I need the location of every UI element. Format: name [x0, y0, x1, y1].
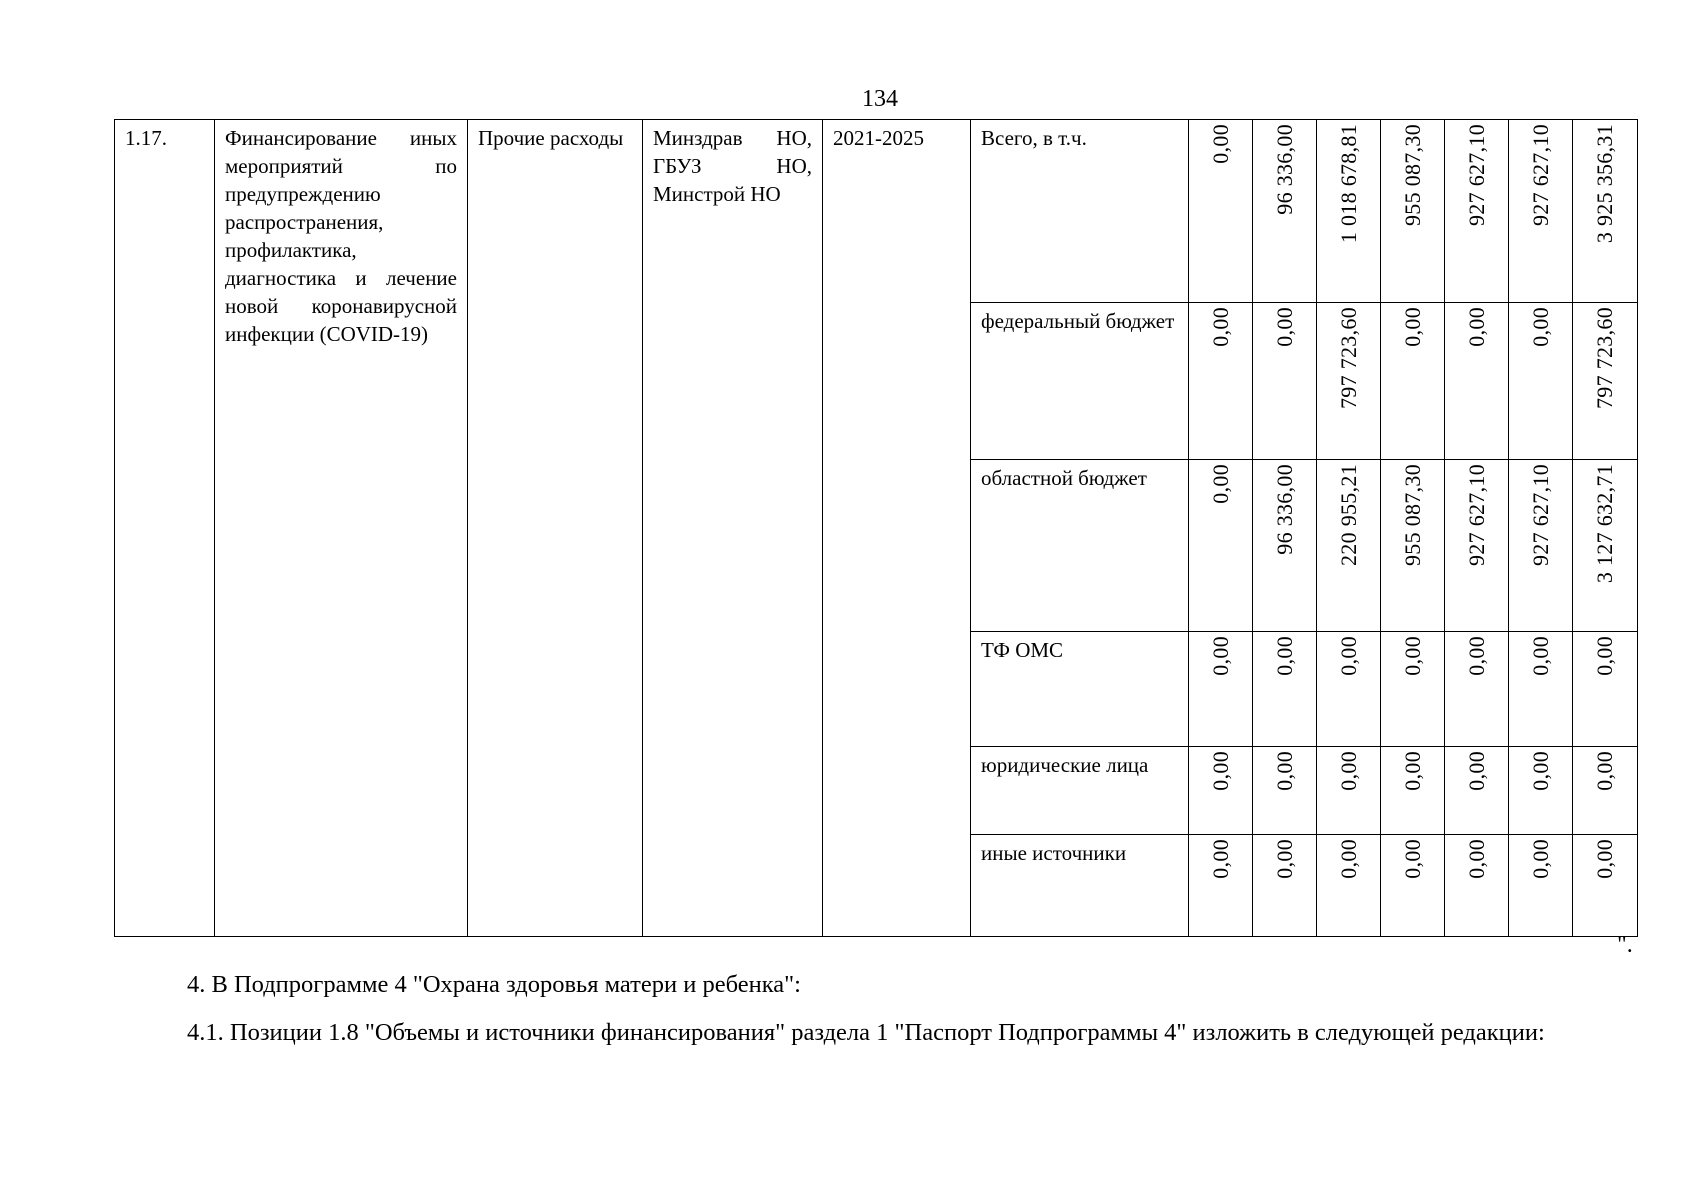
amount-value: 797 723,60 [1335, 307, 1361, 409]
funding-source-cell: иные источники [971, 835, 1189, 937]
amount-value: 0,00 [1335, 751, 1361, 791]
amount-value: 955 087,30 [1399, 464, 1425, 566]
amount-value: 955 087,30 [1399, 124, 1425, 226]
amount-cell [1573, 120, 1638, 303]
amount-cell [1253, 835, 1317, 937]
amount-cell [1189, 120, 1253, 303]
executors-cell: Минздрав НО, ГБУЗ НО, Минстрой НО [643, 120, 823, 937]
amount-cell [1381, 632, 1445, 747]
financing-table [114, 119, 1638, 937]
amount-value: 3 925 356,31 [1592, 124, 1617, 244]
funding-source-cell: федеральный бюджет [971, 303, 1189, 460]
amount-value: 3 127 632,71 [1592, 464, 1617, 584]
amount-cell [1445, 632, 1509, 747]
amount-value: 1 018 678,81 [1335, 124, 1361, 244]
amount-value: 0,00 [1207, 751, 1233, 791]
amount-cell [1189, 632, 1253, 747]
amount-value: 0,00 [1271, 751, 1297, 791]
amount-cell [1509, 747, 1573, 835]
amount-cell [1573, 835, 1638, 937]
amount-cell [1509, 632, 1573, 747]
amount-cell [1509, 460, 1573, 632]
amount-value: 0,00 [1207, 636, 1233, 676]
amount-cell [1509, 120, 1573, 303]
amount-cell [1509, 835, 1573, 937]
amount-value: 0,00 [1271, 839, 1297, 879]
amount-value: 0,00 [1463, 751, 1489, 791]
amount-value: 927 627,10 [1527, 464, 1553, 566]
amount-cell [1317, 303, 1381, 460]
amount-value: 0,00 [1207, 839, 1233, 879]
amount-value: 0,00 [1399, 307, 1425, 347]
amount-cell [1381, 303, 1445, 460]
amount-cell [1509, 303, 1573, 460]
amount-value: 0,00 [1592, 751, 1617, 791]
amount-value: 0,00 [1207, 464, 1233, 504]
position-number-cell: 1.17. [115, 120, 215, 937]
amount-cell [1317, 120, 1381, 303]
funding-source-cell: областной бюджет [971, 460, 1189, 632]
amount-value: 0,00 [1527, 636, 1553, 676]
amount-value: 0,00 [1463, 839, 1489, 879]
amount-value: 797 723,60 [1592, 307, 1617, 409]
amount-cell [1573, 632, 1638, 747]
amount-cell [1253, 747, 1317, 835]
amount-cell [1189, 303, 1253, 460]
page-number: 134 [862, 86, 898, 112]
amount-value: 0,00 [1527, 307, 1553, 347]
amount-cell [1253, 120, 1317, 303]
funding-source-cell: Всего, в т.ч. [971, 120, 1189, 303]
amount-value: 220 955,21 [1335, 464, 1361, 566]
paragraph-position-4-1: 4.1. Позиции 1.8 "Объемы и источники финансирования" раздела 1 "Паспорт Подпрограммы 4" изложить в следующей редакции: [187, 1019, 1545, 1046]
amount-cell [1189, 747, 1253, 835]
amount-cell [1573, 303, 1638, 460]
amount-value: 0,00 [1207, 124, 1233, 164]
table-row [115, 120, 1638, 303]
expense-type-cell: Прочие расходы [468, 120, 643, 937]
amount-value: 927 627,10 [1463, 124, 1489, 226]
amount-cell [1381, 120, 1445, 303]
amount-cell [1189, 835, 1253, 937]
amount-value: 0,00 [1463, 307, 1489, 347]
funding-source-cell: юридические лица [971, 747, 1189, 835]
amount-cell [1189, 460, 1253, 632]
period-cell: 2021-2025 [823, 120, 971, 937]
amount-cell [1445, 460, 1509, 632]
amount-cell [1253, 632, 1317, 747]
quote-end: ". [1617, 932, 1633, 958]
amount-value: 0,00 [1335, 636, 1361, 676]
amount-value: 0,00 [1527, 751, 1553, 791]
amount-cell [1317, 632, 1381, 747]
amount-value: 0,00 [1592, 839, 1617, 879]
amount-cell [1573, 747, 1638, 835]
amount-value: 0,00 [1399, 636, 1425, 676]
amount-cell [1253, 303, 1317, 460]
amount-cell [1445, 835, 1509, 937]
amount-cell [1317, 747, 1381, 835]
funding-source-cell: ТФ ОМС [971, 632, 1189, 747]
amount-value: 0,00 [1592, 636, 1617, 676]
amount-value: 0,00 [1207, 307, 1233, 347]
amount-cell [1381, 747, 1445, 835]
amount-cell [1445, 303, 1509, 460]
amount-value: 927 627,10 [1463, 464, 1489, 566]
amount-cell [1381, 460, 1445, 632]
amount-value: 96 336,00 [1271, 464, 1297, 555]
amount-cell [1445, 120, 1509, 303]
amount-value: 0,00 [1271, 636, 1297, 676]
amount-value: 0,00 [1335, 839, 1361, 879]
amount-cell [1381, 835, 1445, 937]
amount-cell [1573, 460, 1638, 632]
amount-cell [1253, 460, 1317, 632]
amount-value: 0,00 [1463, 636, 1489, 676]
amount-value: 0,00 [1399, 839, 1425, 879]
amount-value: 0,00 [1271, 307, 1297, 347]
amount-cell [1445, 747, 1509, 835]
amount-value: 927 627,10 [1527, 124, 1553, 226]
paragraph-subprogram-4: 4. В Подпрограмме 4 "Охрана здоровья матери и ребенка": [187, 971, 801, 998]
amount-cell [1317, 835, 1381, 937]
amount-value: 0,00 [1527, 839, 1553, 879]
activity-name-cell: Финансирование иных мероприятий по предупреждению распространения, профилактика, диагностика и лечение новой коронавирусной инфекции (COVID-19) [215, 120, 468, 937]
amount-cell [1317, 460, 1381, 632]
amount-value: 0,00 [1399, 751, 1425, 791]
amount-value: 96 336,00 [1271, 124, 1297, 215]
